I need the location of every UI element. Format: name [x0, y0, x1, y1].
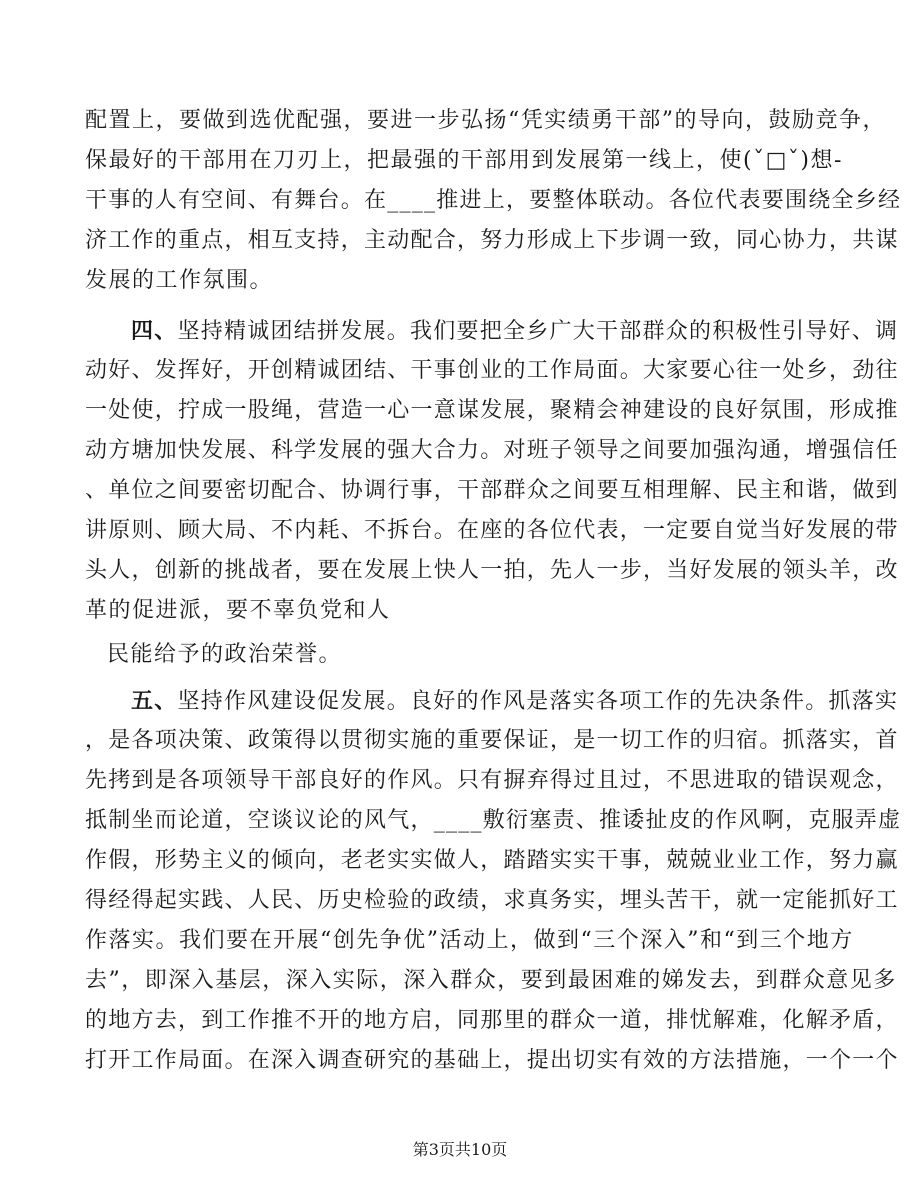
text-line: 民能给予的政治荣誉。 [107, 642, 343, 667]
text-line: 、单位之间要密切配合、协调行事，干部群众之间要互相理解、民主和谐，做到 [85, 478, 899, 503]
text-line: 去”，即深入基层，深入实际，深入群众，要到最困难的娣发去，到群众意见多 [85, 968, 897, 993]
text-line: 先拷到是各项领导干部良好的作风。只有摒弃得过且过，不思进取的错误观念， [85, 768, 899, 793]
text-line: 的地方去，到工作推不开的地方启，同那里的群众一道，排忧解难，化解矛盾， [85, 1008, 899, 1033]
text-line: 头人，创新的挑战者，要在发展上快人一拍，先人一步，当好发展的领头羊，改 [85, 558, 899, 583]
section-5-heading: 五、 [131, 688, 178, 714]
text-line: 济工作的重点，相互支持，主动配合，努力形成上下步调一致，同心协力，共谋 [85, 228, 899, 253]
text-line: 作落实。我们要在开展“创先争优”活动上，做到“三个深入”和“到三个地方 [85, 928, 854, 953]
text-line: 动方塘加快发展、科学发展的强大合力。对班子领导之间要加强沟通，增强信任 [85, 438, 899, 463]
section-4-lead-text: 坚持精诚团结拼发展。我们要把全乡广大干部群众的积极性引导好、调 [177, 319, 899, 344]
text-line: 打开工作局面。在深入调查研究的基础上，提出切实有效的方法措施，一个一个 [85, 1048, 899, 1073]
text-line: 动好、发挥好，开创精诚团结、干事创业的工作局面。大家要心往一处乡，劲往 [85, 358, 899, 383]
section-5-lead-text: 坚持作风建设促发展。良好的作风是落实各项工作的先决条件。抓落实 [177, 689, 899, 714]
text-line: 作假，形势主义的倾向，老老实实做人，踏踏实实干事，兢兢业业工作，努力赢 [85, 848, 899, 873]
section-5-first-line [131, 686, 898, 717]
text-line: 配置上，要做到选优配强，要进一步弘扬“凭实绩勇干部”的导向，鼓励竞争， [85, 108, 886, 133]
section-4-heading: 四、 [131, 318, 178, 344]
page-number: 第3页共10页 [412, 1140, 508, 1159]
text-line: 讲原则、顾大局、不内耗、不拆台。在座的各位代表，一定要自觉当好发展的带 [85, 518, 899, 543]
text-line: 一处使，拧成一股绳，营造一心一意谋发展，聚精会神建设的良好氛围，形成推 [85, 398, 899, 423]
text-line: 得经得起实践、人民、历史检验的政绩，求真务实，埋头苦干，就一定能抓好工 [85, 888, 899, 913]
section-4-first-line [131, 316, 898, 347]
text-line: 发展的工作氛围。 [85, 268, 274, 293]
text-line: 保最好的干部用在刀刃上，把最强的干部用到发展第一线上，使(ˇ□ˇ)想- [85, 148, 843, 173]
text-line: 革的促进派，要不辜负党和人 [85, 598, 391, 623]
text-line: 干事的人有空间、有舞台。在____推进上，要整体联动。各位代表要围绕全乡经 [85, 188, 902, 213]
text-line: 抵制坐而论道，空谈议论的风气，____敷衍塞责、推诿扯皮的作风啊，克服弄虚 [85, 808, 902, 833]
text-line: ，是各项决策、政策得以贯彻实施的重要保证，是一切工作的归宿。抓落实，首 [85, 728, 899, 753]
